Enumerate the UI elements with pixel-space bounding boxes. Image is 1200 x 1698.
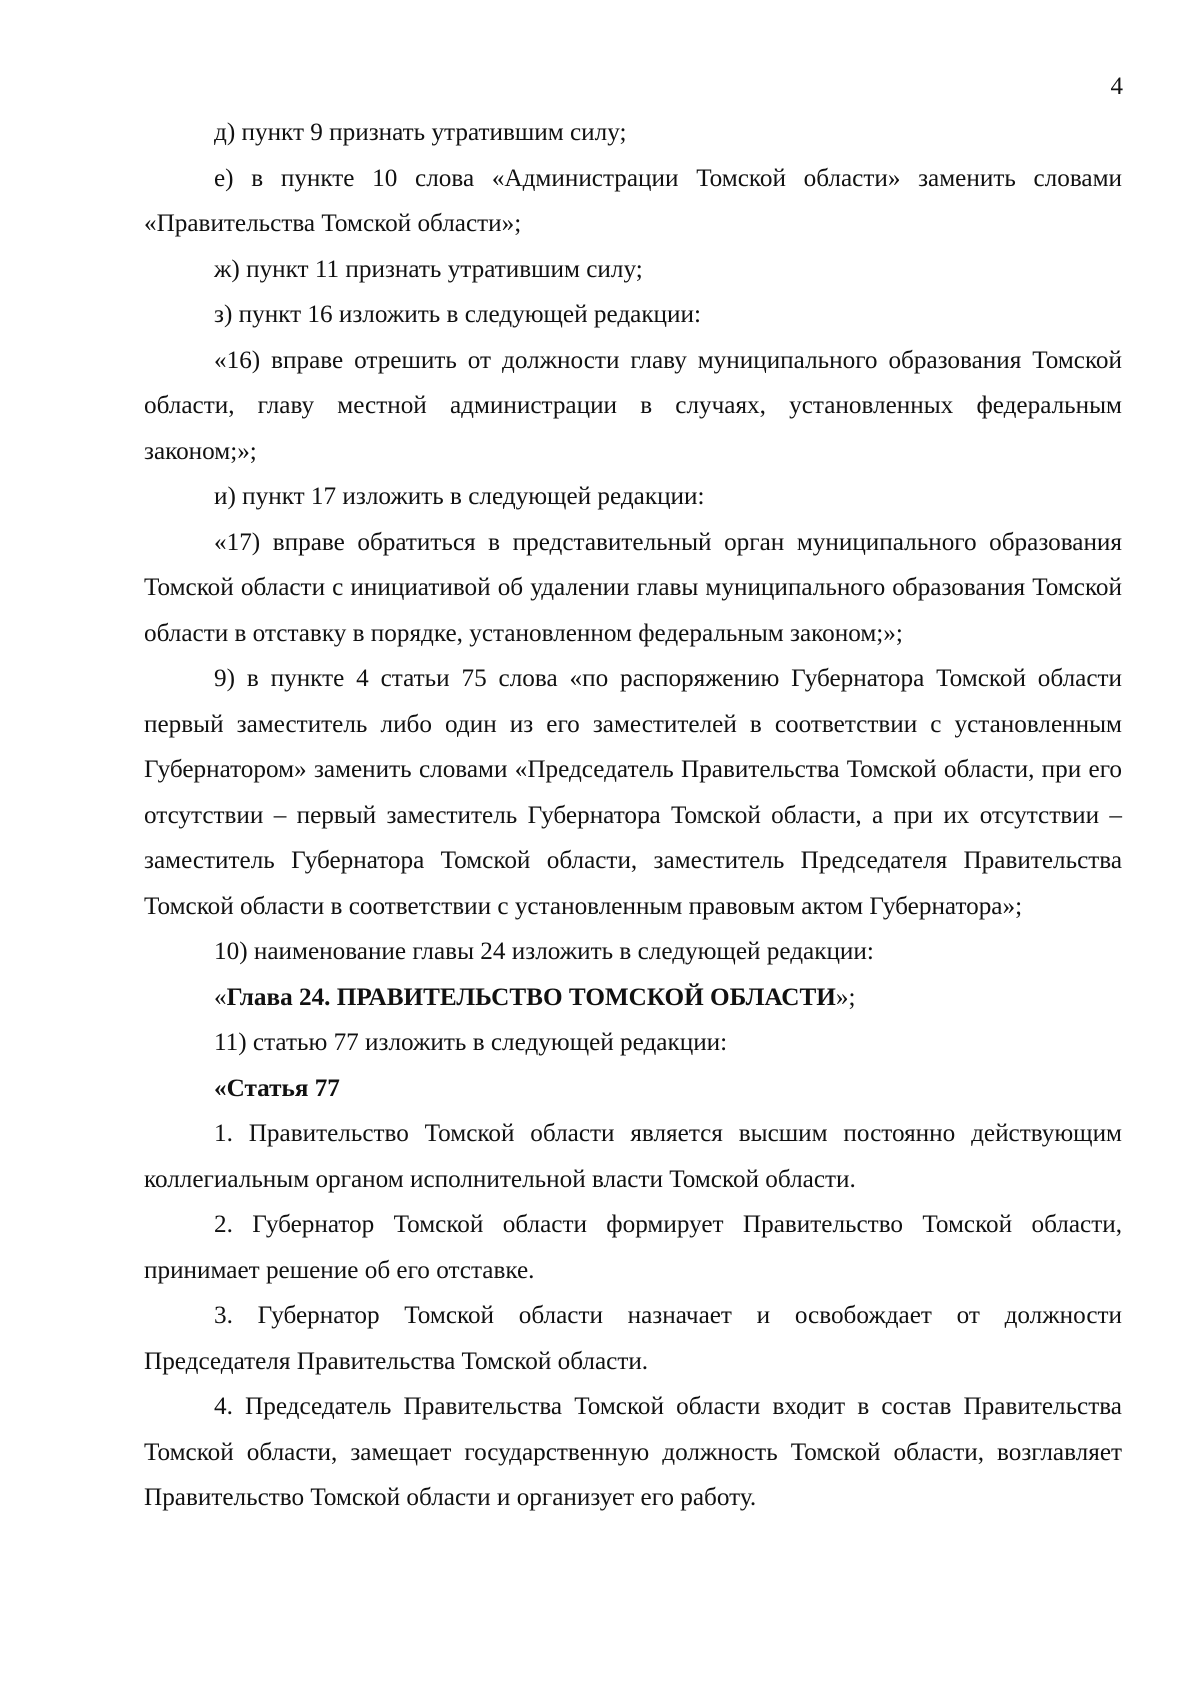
page-number: 4 — [1110, 73, 1123, 100]
article-item-3: 3. Губернатор Томской области назначает и освобождает от должности Председателя Правительства Томской области. — [144, 1302, 1122, 1375]
article-item-1: 1. Правительство Томской области является высшим постоянно действующим коллегиальным органом исполнительной власти Томской области. — [144, 1120, 1122, 1193]
article-item-2: 2. Губернатор Томской области формирует Правительство Томской области, принимает решение об его отставке. — [144, 1211, 1122, 1284]
article-heading: «Статья 77 — [214, 1074, 340, 1102]
chapter-title: Глава 24. ПРАВИТЕЛЬСТВО ТОМСКОЙ ОБЛАСТИ — [226, 983, 836, 1011]
paragraph-zh: ж) пункт 11 признать утратившим силу; — [214, 255, 643, 283]
chapter-open-quote: « — [214, 983, 227, 1011]
paragraph-e: е) в пункте 10 слова «Администрации Томской области» заменить словами «Правительства Томской области»; — [144, 164, 1122, 237]
paragraph-d: д) пункт 9 признать утратившим силу; — [214, 119, 627, 146]
paragraph-i: и) пункт 17 изложить в следующей редакции: — [214, 483, 705, 510]
chapter-heading — [144, 975, 1122, 1021]
chapter-close: »; — [835, 983, 856, 1011]
paragraph-item-16: «16) вправе отрешить от должности главу муниципального образования Томской области, главу местной администрации в случаях, установленных федеральным законом;»; — [144, 346, 1122, 465]
paragraph-9: 9) в пункте 4 статьи 75 слова «по распоряжению Губернатора Томской области первый заместитель либо один из его заместителей в соответствии с установленным Губернатором» заменить словами «Председатель Правительства Томской области, при его отсутствии – первый заместитель Губернатора Томской области, а при их отсутствии – заместитель Губернатора Томской области, заместитель Председателя Правительства Томской области в соответствии с установленным правовым актом Губернатора»; — [144, 665, 1122, 920]
paragraph-item-17: «17) вправе обратиться в представительный орган муниципального образования Томской области с инициативой об удалении главы муниципального образования Томской области в отставку в порядке, установленном федеральным законом;»; — [144, 528, 1122, 647]
paragraph-11: 11) статью 77 изложить в следующей редакции: — [214, 1029, 728, 1056]
paragraph-10: 10) наименование главы 24 изложить в следующей редакции: — [214, 938, 874, 965]
article-item-4: 4. Председатель Правительства Томской области входит в состав Правительства Томской области, замещает государственную должность Томской области, возглавляет Правительство Томской области и организует его работу. — [144, 1393, 1122, 1511]
document-body — [144, 110, 1122, 1521]
paragraph-z: з) пункт 16 изложить в следующей редакции: — [214, 301, 701, 328]
